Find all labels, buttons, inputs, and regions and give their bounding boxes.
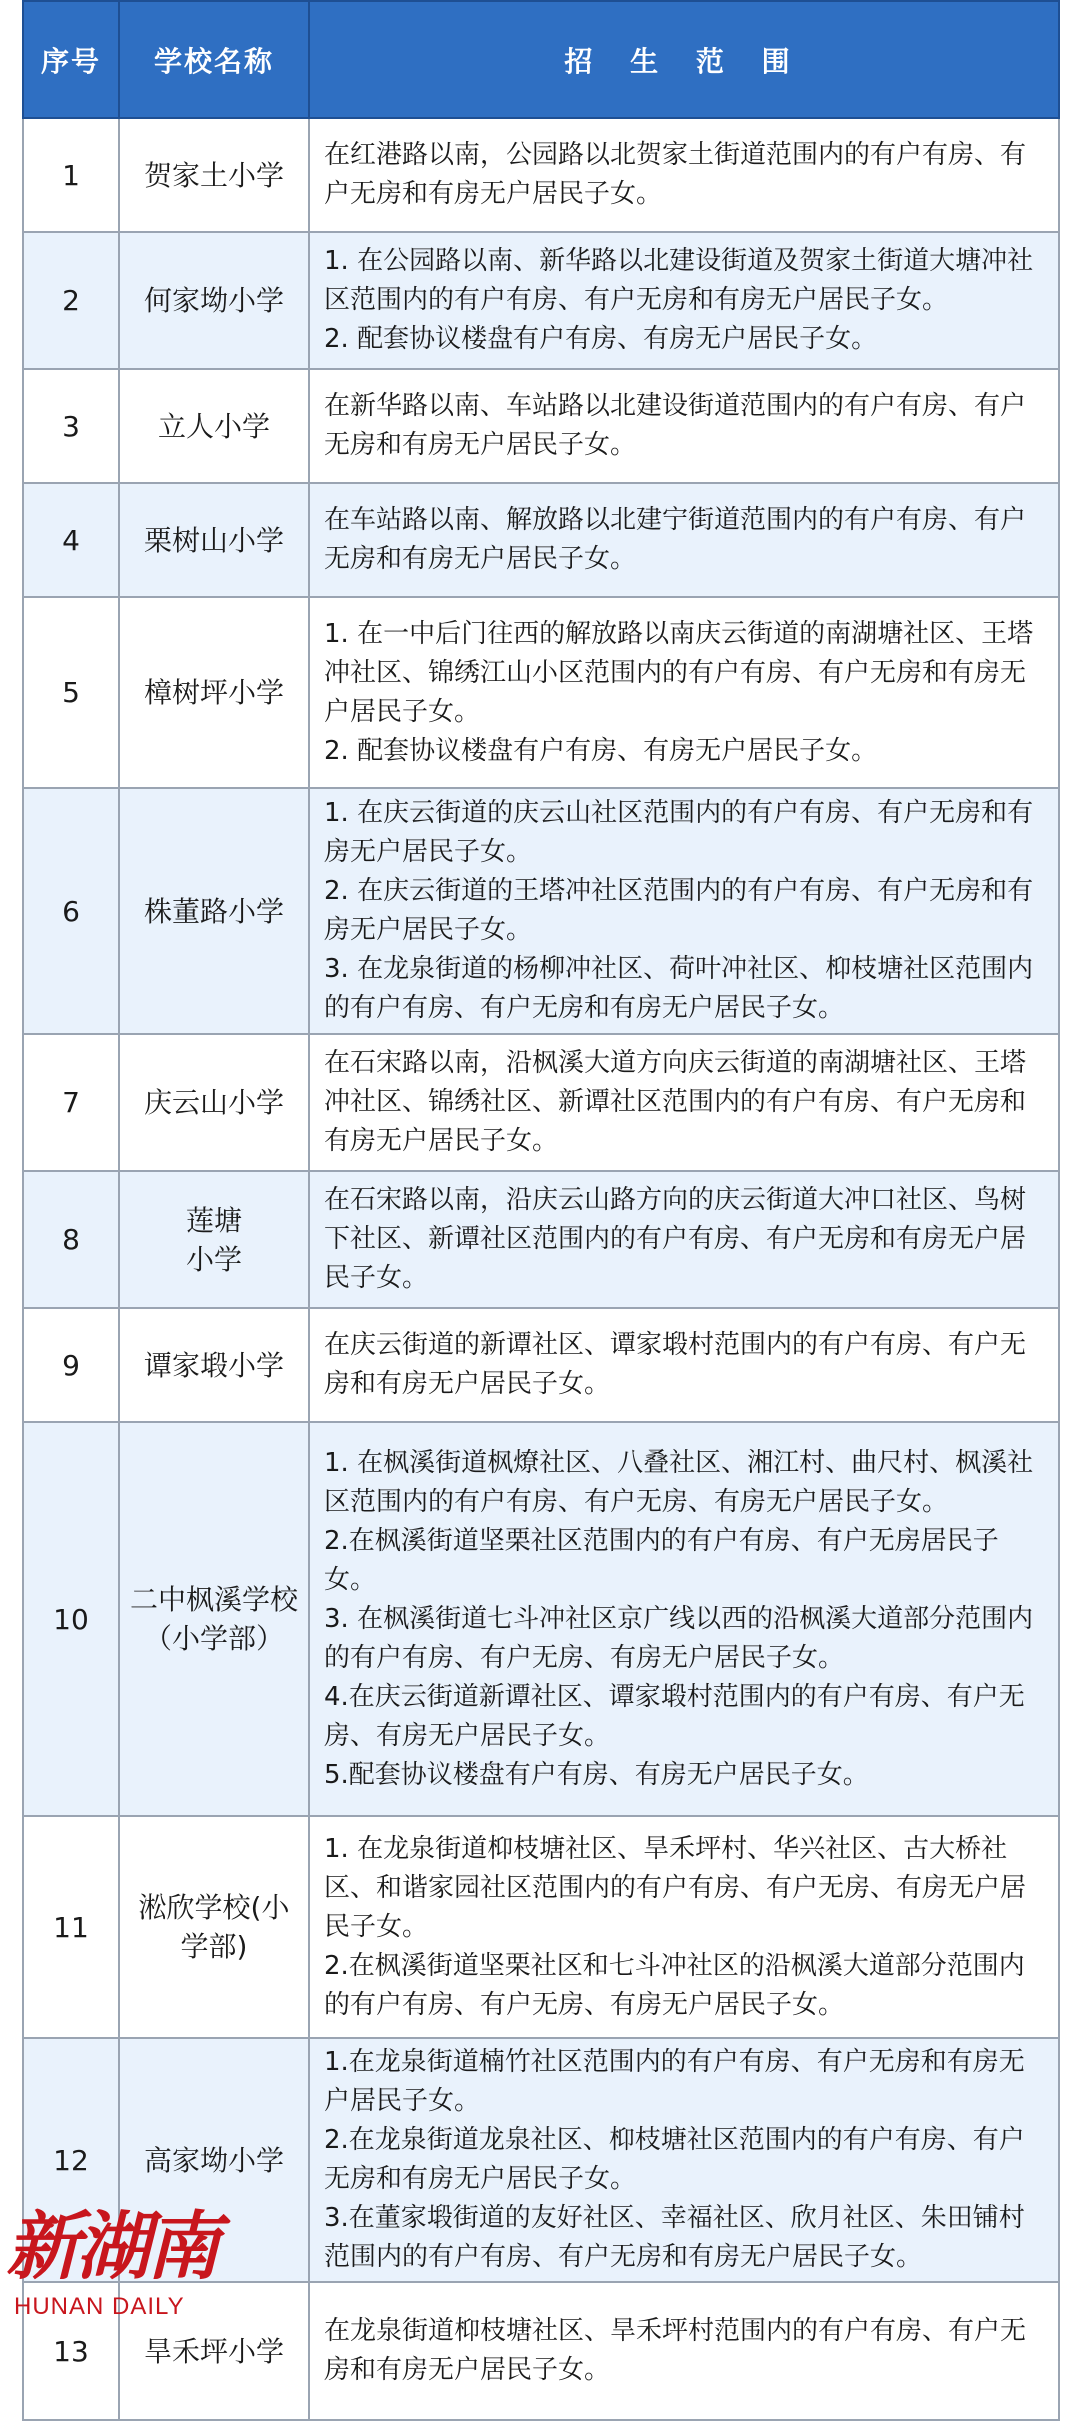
header-enrollment-scope: 招 生 范 围 (309, 1, 1059, 118)
school-name (119, 788, 309, 1034)
table-row (23, 1816, 1059, 2038)
row-number: 3 (23, 369, 119, 483)
scope-item: 2.在枫溪街道坚栗社区范围内的有户有房、有户无房居民子女。 (324, 1525, 999, 1595)
scope-item: 5.配套协议楼盘有户有房、有房无户居民子女。 (324, 1759, 869, 1790)
school-name-line: 小学 (185, 1242, 242, 1276)
table-row (23, 788, 1059, 1034)
school-name (119, 1308, 309, 1422)
scope-item: 1. 在龙泉街道枊枝塘社区、旱禾坪村、华兴社区、古大桥社区、和谐家园社区范围内的有户有房、有户无房、有房无户居民子女。 (324, 1833, 1027, 1942)
enrollment-scope (309, 369, 1059, 483)
school-name-line: 庆云山小学 (143, 1086, 284, 1119)
enrollment-scope (309, 2282, 1059, 2420)
row-number: 4 (23, 483, 119, 597)
scope-item: 2.在龙泉街道龙泉社区、枊枝塘社区范围内的有户有房、有户无房和有房无户居民子女。 (324, 2125, 1025, 2194)
row-number: 7 (23, 1034, 119, 1171)
school-name (119, 1034, 309, 1171)
row-number: 2 (23, 232, 119, 369)
school-name-line: 株董路小学 (143, 894, 284, 928)
table-row (23, 369, 1059, 483)
scope-item: 在红港路以南，公园路以北贺家土街道范围内的有户有房、有户无房和有房无户居民子女。 (324, 140, 1027, 209)
row-number: 8 (23, 1171, 119, 1308)
row-number: 13 (23, 2282, 119, 2420)
table-row (23, 232, 1059, 369)
watermark-subtitle: HUNAN DAILY (14, 2293, 185, 2320)
scope-item: 在石宋路以南，沿枫溪大道方向庆云街道的南湖塘社区、王塔冲社区、锦绣社区、新谭社区范围内的有户有房、有户无房和有房无户居民子女。 (324, 1048, 1027, 1156)
row-number: 10 (23, 1422, 119, 1816)
table-row (23, 1171, 1059, 1308)
scope-item: 3. 在龙泉街道的杨柳冲社区、荷叶冲社区、枊枝塘社区范围内的有户有房、有户无房和有房无户居民子女。 (324, 954, 1034, 1023)
school-name-line: 高家坳小学 (143, 2143, 284, 2177)
header-school-name: 学校名称 (119, 1, 309, 118)
school-name (119, 1422, 309, 1816)
table-row (23, 1308, 1059, 1422)
table-body (23, 118, 1059, 2420)
row-number: 6 (23, 788, 119, 1034)
enrollment-scope (309, 1034, 1059, 1171)
table-row (23, 597, 1059, 788)
enrollment-scope (309, 232, 1059, 369)
school-name (119, 483, 309, 597)
scope-item: 1. 在公园路以南、新华路以北建设街道及贺家土街道大塘冲社区范围内的有户有房、有户无房和有房无户居民子女。 (324, 246, 1034, 315)
watermark-logo-text: 新湖南 (6, 2204, 216, 2290)
table-header-row (23, 1, 1059, 118)
school-name-line: 何家坳小学 (143, 284, 284, 317)
header-no: 序号 (23, 1, 119, 118)
school-name-line: 贺家土小学 (143, 158, 284, 192)
school-name-line: 二中枫溪学校（小学部） (129, 1583, 298, 1655)
scope-item: 在庆云街道的新谭社区、谭家塅村范围内的有户有房、有户无房和有房无户居民子女。 (324, 1330, 1027, 1399)
row-number: 1 (23, 118, 119, 232)
enrollment-scope (309, 1422, 1059, 1816)
school-name (119, 232, 309, 369)
enrollment-scope (309, 118, 1059, 232)
scope-item: 3. 在枫溪街道七斗冲社区京广线以西的沿枫溪大道部分范围内的有户有房、有户无房、有房无户居民子女。 (324, 1603, 1034, 1673)
school-name-line: 栗树山小学 (143, 523, 284, 557)
enrollment-scope (309, 1308, 1059, 1422)
enrollment-scope (309, 2038, 1059, 2282)
school-name (119, 1816, 309, 2038)
scope-item: 1.在龙泉街道楠竹社区范围内的有户有房、有户无房和有房无户居民子女。 (324, 2047, 1025, 2116)
school-name-line: 淞欣学校(小学部) (138, 1891, 290, 1963)
scope-item: 2. 配套协议楼盘有户有房、有房无户居民子女。 (324, 324, 878, 354)
hunan-daily-watermark (6, 2205, 246, 2330)
enrollment-scope (309, 483, 1059, 597)
enrollment-scope (309, 597, 1059, 788)
row-number: 5 (23, 597, 119, 788)
scope-item: 1. 在枫溪街道枫燎社区、八叠社区、湘江村、曲尺村、枫溪社区范围内的有户有房、有户无房、有房无户居民子女。 (324, 1447, 1034, 1517)
school-name (119, 118, 309, 232)
table-row (23, 1422, 1059, 1816)
scope-item: 3.在董家塅街道的友好社区、幸福社区、欣月社区、朱田铺村范围内的有户有房、有户无房和有房无户居民子女。 (324, 2203, 1025, 2272)
scope-item: 在新华路以南、车站路以北建设街道范围内的有户有房、有户无房和有房无户居民子女。 (324, 391, 1027, 460)
school-name (119, 1171, 309, 1308)
scope-item: 在龙泉街道枊枝塘社区、旱禾坪村范围内的有户有房、有户无房和有房无户居民子女。 (324, 2316, 1027, 2385)
scope-item: 2. 在庆云街道的王塔冲社区范围内的有户有房、有户无房和有房无户居民子女。 (324, 876, 1034, 945)
school-name (119, 597, 309, 788)
school-name-line: 樟树坪小学 (143, 676, 284, 709)
scope-item: 在车站路以南、解放路以北建宁街道范围内的有户有房、有户无房和有房无户居民子女。 (324, 505, 1027, 574)
row-number: 11 (23, 1816, 119, 2038)
row-number: 12 (23, 2038, 119, 2282)
enrollment-scope (309, 1816, 1059, 2038)
table-row (23, 118, 1059, 232)
scope-item: 2.在枫溪街道坚栗社区和七斗冲社区的沿枫溪大道部分范围内的有户有房、有户无房、有房无户居民子女。 (324, 1950, 1025, 2020)
scope-item: 2. 配套协议楼盘有户有房、有房无户居民子女。 (324, 735, 878, 766)
scope-item: 在石宋路以南，沿庆云山路方向的庆云街道大冲口社区、鸟树下社区、新谭社区范围内的有户有房、有户无房和有房无户居民子女。 (324, 1185, 1027, 1293)
scope-item: 1. 在庆云街道的庆云山社区范围内的有户有房、有户无房和有房无户居民子女。 (324, 798, 1034, 867)
school-name-line: 旱禾坪小学 (143, 2334, 284, 2368)
scope-item: 1. 在一中后门往西的解放路以南庆云街道的南湖塘社区、王塔冲社区、锦绣江山小区范围内的有户有房、有户无房和有房无户居民子女。 (324, 618, 1034, 727)
school-name-line: 莲塘 (185, 1203, 242, 1237)
table-row (23, 483, 1059, 597)
row-number: 9 (23, 1308, 119, 1422)
enrollment-table (22, 0, 1058, 2421)
enrollment-scope (309, 788, 1059, 1034)
scope-item: 4.在庆云街道新谭社区、谭家塅村范围内的有户有房、有户无房、有房无户居民子女。 (324, 1681, 1025, 1751)
school-name-line: 谭家塅小学 (143, 1348, 284, 1382)
school-name (119, 369, 309, 483)
enrollment-scope (309, 1171, 1059, 1308)
school-name-line: 立人小学 (157, 409, 270, 443)
table-row (23, 1034, 1059, 1171)
